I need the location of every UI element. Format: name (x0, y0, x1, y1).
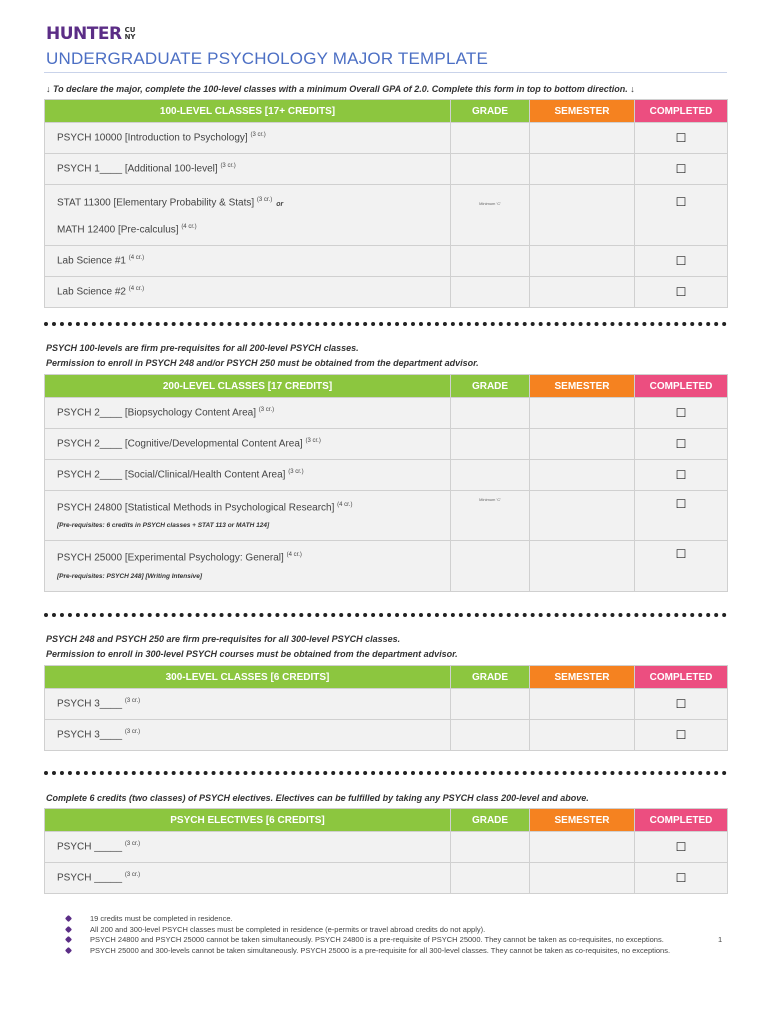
prerequisite-subnote: [Pre-requisites: 6 credits in PSYCH classes + STAT 113 or MATH 124] (57, 522, 270, 530)
prerequisite-note (46, 632, 458, 662)
table-row (45, 541, 728, 592)
table-row (45, 460, 728, 491)
section-divider (44, 322, 727, 326)
class-name: PSYCH 2____ [Social/Clinical/Health Content Area] (57, 469, 286, 481)
completed-checkbox[interactable]: ☐ (635, 123, 728, 154)
class-cell (45, 863, 451, 894)
footnote-text: PSYCH 24800 and PSYCH 25000 cannot be taken simultaneously. PSYCH 24800 is a pre-requisite of PSYCH 25000. They cannot be taken as co-requisites, no exceptions. (90, 935, 664, 944)
section-divider (44, 771, 727, 775)
intro-instructions: ↓ To declare the major, complete the 100-level classes with a minimum Overall GPA of 2.0. Complete this form in top to bottom direction. ↓ (46, 84, 635, 94)
class-name: PSYCH 3____ (57, 729, 123, 741)
credits-label: (4 cr.) (128, 286, 145, 293)
table-heading: 300-LEVEL CLASSES [6 CREDITS] (45, 666, 451, 689)
class-cell (45, 541, 451, 592)
grade-column-header: GRADE (451, 809, 530, 832)
footnote-item (66, 946, 711, 957)
table-row (45, 429, 728, 460)
grade-field[interactable] (451, 123, 530, 154)
table-row (45, 720, 728, 751)
table-200-level (44, 374, 728, 592)
bullet-icon (65, 925, 72, 932)
credits-label: (3 cr.) (124, 729, 141, 736)
grade-field[interactable] (451, 541, 530, 592)
class-cell (45, 832, 451, 863)
table-header-row (45, 666, 728, 689)
note-line: PSYCH 100-levels are firm pre-requisites for all 200-level PSYCH classes. (46, 343, 359, 353)
credits-label: (3 cr.) (305, 438, 321, 445)
semester-field[interactable] (530, 246, 635, 277)
table-row (45, 832, 728, 863)
table-heading: 100-LEVEL CLASSES [17+ CREDITS] (45, 100, 451, 123)
table-header-row (45, 100, 728, 123)
class-name: PSYCH _____ (57, 872, 123, 884)
page-title: UNDERGRADUATE PSYCHOLOGY MAJOR TEMPLATE (46, 49, 489, 68)
semester-column-header: SEMESTER (530, 375, 635, 398)
bullet-icon (65, 936, 72, 943)
footnote-text: PSYCH 25000 and 300-levels cannot be taken simultaneously. PSYCH 25000 is a pre-requisite for all 300-level classes. They cannot be taken as co-requisites, no exceptions. (90, 945, 671, 955)
completed-checkbox[interactable]: ☐ (635, 863, 728, 894)
semester-field[interactable] (530, 832, 635, 863)
completed-column-header: COMPLETED (635, 666, 728, 689)
semester-field[interactable] (530, 689, 635, 720)
completed-checkbox[interactable]: ☐ (635, 398, 728, 429)
table-heading: 200-LEVEL CLASSES [17 CREDITS] (45, 375, 451, 398)
class-name: PSYCH 1____ [Additional 100-level] (57, 163, 218, 175)
class-cell (45, 429, 451, 460)
class-cell (45, 720, 451, 751)
credits-label: (3 cr.) (124, 841, 141, 848)
credits-label: (4 cr.) (337, 501, 353, 508)
completed-checkbox[interactable]: ☐ (635, 246, 728, 277)
footnote-text: All 200 and 300-level PSYCH classes must be completed in residence (e-permits or travel abroad credits do not apply). (90, 924, 486, 934)
page-number: 1 (718, 935, 723, 944)
note-line: Permission to enroll in PSYCH 248 and/or PSYCH 250 must be obtained from the department advisor. (46, 358, 479, 368)
grade-field[interactable] (451, 429, 530, 460)
grade-field[interactable] (451, 720, 530, 751)
semester-field[interactable] (530, 398, 635, 429)
completed-column-header: COMPLETED (635, 375, 728, 398)
note-line: Permission to enroll in 300-level PSYCH courses must be obtained from the department advisor. (46, 649, 458, 659)
table-psych-electives (44, 808, 728, 894)
footnote-item (66, 935, 711, 946)
section-divider (44, 613, 727, 617)
grade-field[interactable] (451, 154, 530, 185)
class-cell (45, 689, 451, 720)
class-name: PSYCH 3____ (57, 698, 123, 710)
table-row (45, 689, 728, 720)
table-heading: PSYCH ELECTIVES [6 CREDITS] (45, 809, 451, 832)
note-line: PSYCH 248 and PSYCH 250 are firm pre-requisites for all 300-level PSYCH classes. (46, 634, 401, 644)
semester-column-header: SEMESTER (530, 666, 635, 689)
grade-field[interactable] (451, 863, 530, 894)
completed-column-header: COMPLETED (635, 809, 728, 832)
class-name: PSYCH _____ (57, 841, 123, 853)
completed-checkbox[interactable]: ☐ (635, 491, 728, 541)
semester-field[interactable] (530, 123, 635, 154)
credits-label: (4 cr.) (181, 223, 197, 230)
semester-field[interactable] (530, 863, 635, 894)
semester-field[interactable] (530, 154, 635, 185)
grade-column-header: GRADE (451, 100, 530, 123)
grade-field[interactable] (451, 277, 530, 308)
table-row (45, 246, 728, 277)
class-cell (45, 277, 451, 308)
class-name: Lab Science #2 (57, 286, 126, 298)
credits-label: (3 cr.) (124, 698, 141, 705)
grade-field[interactable] (451, 460, 530, 491)
semester-field[interactable] (530, 429, 635, 460)
minimum-grade-note: Minimum 'C' (479, 201, 501, 206)
grade-field[interactable] (451, 832, 530, 863)
prerequisite-note (46, 341, 479, 371)
logo-hunter-text: HUNTER (46, 24, 122, 44)
table-300-level (44, 665, 728, 751)
grade-column-header: GRADE (451, 666, 530, 689)
class-cell (45, 246, 451, 277)
table-row (45, 185, 728, 246)
footnote-item (66, 914, 711, 925)
grade-field[interactable] (451, 398, 530, 429)
class-cell (45, 154, 451, 185)
semester-field[interactable] (530, 277, 635, 308)
completed-checkbox[interactable]: ☐ (635, 720, 728, 751)
table-row (45, 123, 728, 154)
class-name-alt: MATH 12400 [Pre-calculus] (57, 223, 179, 235)
credits-label: (3 cr.) (220, 163, 236, 170)
semester-field[interactable] (530, 185, 635, 246)
table-row (45, 154, 728, 185)
class-name: PSYCH 2____ [Biopsychology Content Area] (57, 407, 257, 419)
class-name: PSYCH 25000 [Experimental Psychology: General] (57, 552, 284, 564)
class-cell (45, 185, 451, 246)
completed-checkbox[interactable]: ☐ (635, 154, 728, 185)
table-row (45, 277, 728, 308)
footnotes (66, 914, 711, 956)
credits-label: (3 cr.) (256, 197, 273, 204)
class-name: PSYCH 2____ [Cognitive/Developmental Content Area] (57, 438, 303, 450)
credits-label: (3 cr.) (258, 407, 275, 414)
completed-checkbox[interactable]: ☐ (635, 689, 728, 720)
credits-label: (4 cr.) (128, 255, 145, 262)
class-name: PSYCH 10000 [Introduction to Psychology] (57, 132, 248, 144)
class-name: Lab Science #1 (57, 255, 126, 267)
completed-checkbox[interactable]: ☐ (635, 429, 728, 460)
minimum-grade-note: Minimum 'C' (479, 497, 501, 502)
semester-column-header: SEMESTER (530, 100, 635, 123)
bullet-icon (65, 946, 72, 953)
grade-field[interactable] (451, 491, 530, 541)
class-cell (45, 460, 451, 491)
class-name: PSYCH 24800 [Statistical Methods in Psychological Research] (57, 502, 335, 514)
completed-column-header: COMPLETED (635, 100, 728, 123)
class-cell (45, 398, 451, 429)
semester-column-header: SEMESTER (530, 809, 635, 832)
completed-checkbox[interactable]: ☐ (635, 185, 728, 246)
semester-field[interactable] (530, 460, 635, 491)
completed-checkbox[interactable]: ☐ (635, 832, 728, 863)
completed-checkbox[interactable]: ☐ (635, 541, 728, 592)
credits-label: (3 cr.) (250, 132, 266, 139)
completed-checkbox[interactable]: ☐ (635, 277, 728, 308)
semester-field[interactable] (530, 491, 635, 541)
note-line: Complete 6 credits (two classes) of PSYCH electives. Electives can be fulfilled by taking any PSYCH class 200-level and above. (46, 793, 589, 803)
grade-column-header: GRADE (451, 375, 530, 398)
table-row (45, 863, 728, 894)
title-divider (44, 72, 727, 73)
hunter-cuny-logo (46, 24, 137, 44)
credits-label: (3 cr.) (124, 872, 141, 879)
electives-note (46, 791, 589, 806)
footnote-text: 19 credits must be completed in residence. (90, 914, 233, 923)
credits-label: (4 cr.) (286, 552, 302, 559)
grade-field[interactable] (451, 689, 530, 720)
logo-cuny-text: CUNY (124, 26, 136, 41)
footnote-item (66, 925, 711, 936)
grade-field[interactable] (451, 246, 530, 277)
semester-field[interactable] (530, 720, 635, 751)
table-100-level (44, 99, 728, 308)
semester-field[interactable] (530, 541, 635, 592)
class-cell (45, 123, 451, 154)
grade-field[interactable] (451, 185, 530, 246)
bullet-icon (65, 915, 72, 922)
table-header-row (45, 809, 728, 832)
class-name: STAT 11300 [Elementary Probability & Stats] (57, 197, 255, 209)
or-label: or (276, 200, 284, 208)
prerequisite-subnote: [Pre-requisites: PSYCH 248] [Writing Intensive] (57, 572, 203, 580)
completed-checkbox[interactable]: ☐ (635, 460, 728, 491)
table-row (45, 491, 728, 541)
table-header-row (45, 375, 728, 398)
credits-label: (3 cr.) (288, 469, 304, 476)
table-row (45, 398, 728, 429)
class-cell (45, 491, 451, 541)
